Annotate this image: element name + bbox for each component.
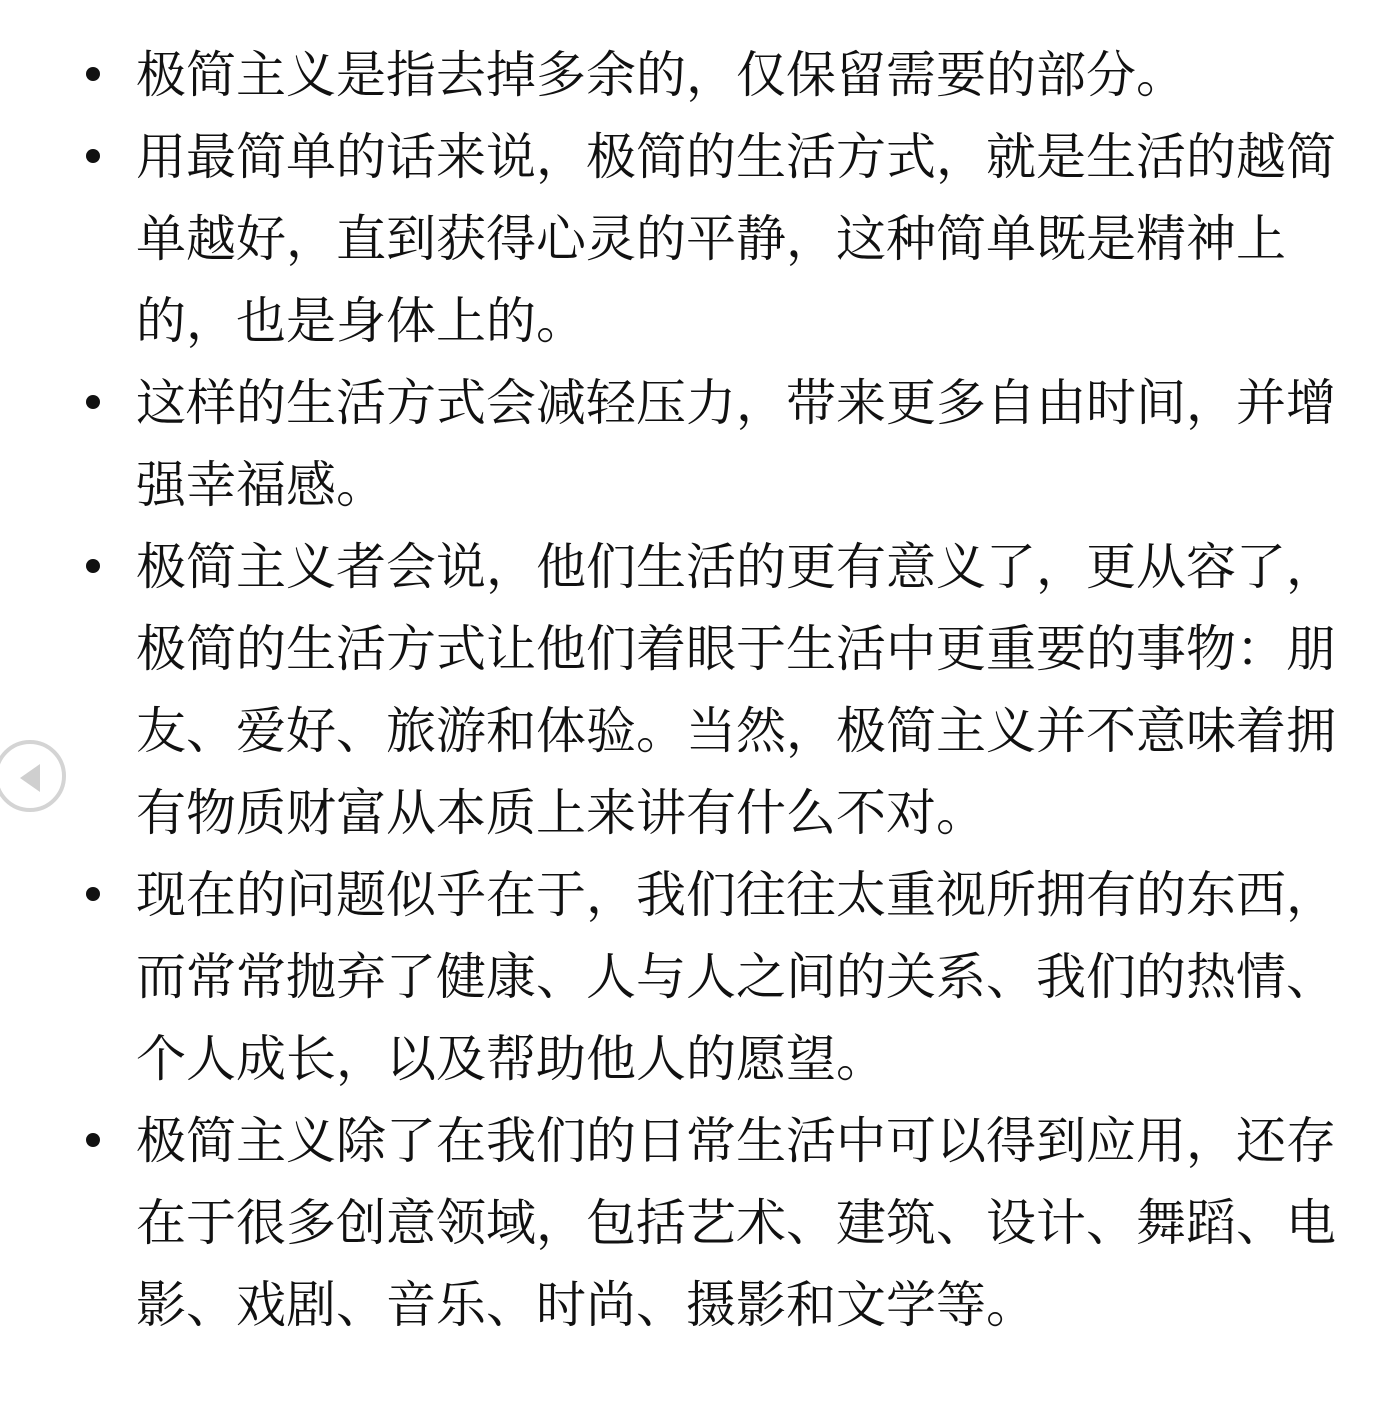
previous-slide-button[interactable] bbox=[0, 740, 66, 812]
bullet-dot-icon bbox=[86, 395, 100, 409]
bullet-dot-icon bbox=[86, 887, 100, 901]
triangle-left-icon bbox=[20, 764, 40, 792]
bullet-list bbox=[86, 34, 1346, 1346]
bullet-dot-icon bbox=[86, 149, 100, 163]
bullet-item bbox=[86, 526, 1346, 854]
bullet-item bbox=[86, 854, 1346, 1100]
bullet-text: 极简主义除了在我们的日常生活中可以得到应用，还存在于很多创意领域，包括艺术、建筑、设计、舞蹈、电影、戏剧、音乐、时尚、摄影和文学等。 bbox=[136, 1112, 1336, 1334]
bullet-text: 用最简单的话来说，极简的生活方式，就是生活的越简单越好，直到获得心灵的平静，这种简单既是精神上的，也是身体上的。 bbox=[136, 128, 1336, 350]
bullet-item bbox=[86, 362, 1346, 526]
bullet-text: 极简主义是指去掉多余的，仅保留需要的部分。 bbox=[136, 46, 1186, 104]
bullet-dot-icon bbox=[86, 1133, 100, 1147]
bullet-text: 极简主义者会说，他们生活的更有意义了，更从容了，极简的生活方式让他们着眼于生活中更重要的事物：朋友、爱好、旅游和体验。当然，极简主义并不意味着拥有物质财富从本质上来讲有什么不对。 bbox=[136, 538, 1336, 842]
bullet-text: 现在的问题似乎在于，我们往往太重视所拥有的东西，而常常抛弃了健康、人与人之间的关系、我们的热情、个人成长，以及帮助他人的愿望。 bbox=[136, 866, 1336, 1088]
bullet-dot-icon bbox=[86, 67, 100, 81]
slide-content bbox=[86, 34, 1346, 1346]
bullet-text: 这样的生活方式会减轻压力，带来更多自由时间，并增强幸福感。 bbox=[136, 374, 1336, 514]
bullet-item bbox=[86, 116, 1346, 362]
bullet-item bbox=[86, 1100, 1346, 1346]
bullet-dot-icon bbox=[86, 559, 100, 573]
bullet-item bbox=[86, 34, 1346, 116]
